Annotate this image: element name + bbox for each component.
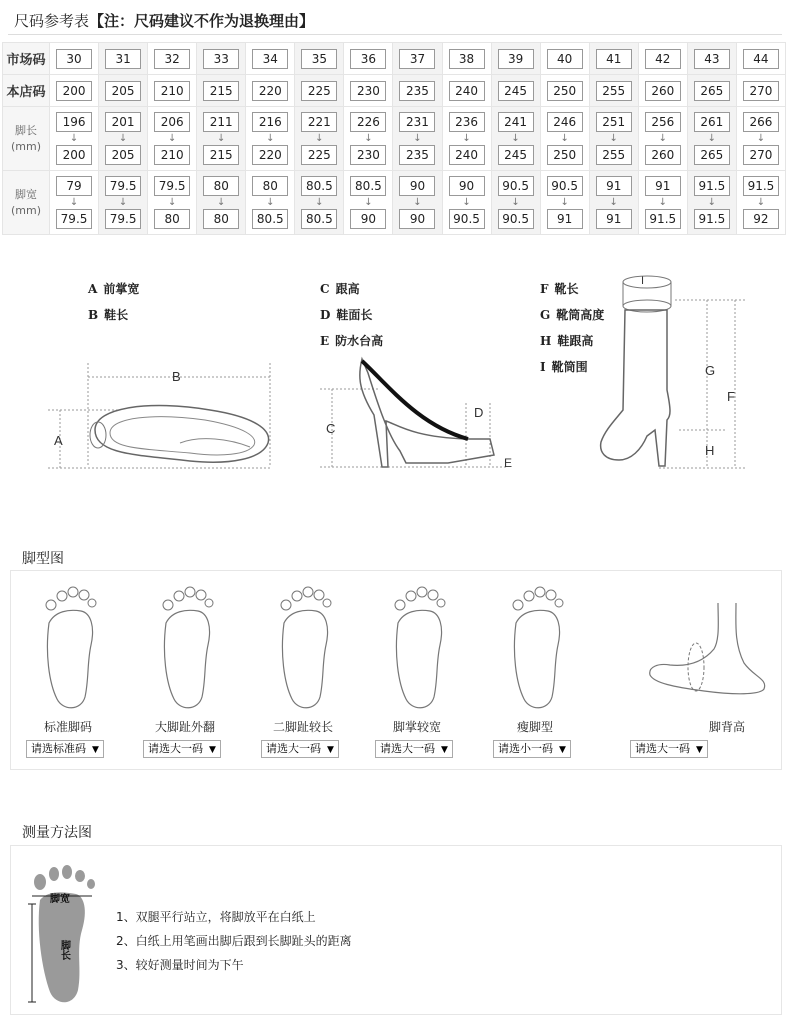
length-row-cell <box>197 107 246 171</box>
select-value: 请选小一码 <box>498 742 553 755</box>
size-value: 245 <box>498 81 534 101</box>
length-row-cell <box>491 107 540 171</box>
arrow-down-icon: ↓ <box>609 133 618 144</box>
size-value: 79.5 <box>154 176 190 196</box>
foot-type-select[interactable] <box>375 740 453 758</box>
market-row-header <box>3 43 50 75</box>
size-value: 256 <box>645 112 681 132</box>
size-value: 200 <box>56 81 92 101</box>
size-value: 80 <box>154 209 190 229</box>
chevron-down-icon: ▼ <box>92 745 99 755</box>
size-value: 230 <box>350 81 386 101</box>
length-row-cell <box>246 107 295 171</box>
width-row-cell <box>344 171 393 235</box>
width-row-cell <box>99 171 148 235</box>
foot-type-label: 二脚趾较长 <box>272 720 333 734</box>
size-value: 260 <box>645 145 681 165</box>
size-value: 266 <box>743 112 779 132</box>
length-row-cell <box>540 107 589 171</box>
size-value: 91.5 <box>645 209 681 229</box>
label-f: F <box>727 389 735 404</box>
arrow-down-icon: ↓ <box>167 197 177 208</box>
size-value: 91 <box>547 209 583 229</box>
market-row-cell <box>99 43 148 75</box>
width-tag: 脚宽 <box>50 894 70 905</box>
market-row-cell <box>491 43 540 75</box>
foot-sole-icon <box>502 583 572 713</box>
store-row-cell <box>197 75 246 107</box>
size-value: 79.5 <box>105 176 141 196</box>
size-value: 92 <box>743 209 779 229</box>
title-divider <box>8 34 782 35</box>
legend-text: 前掌宽 <box>103 282 140 296</box>
size-value: 241 <box>498 112 534 132</box>
size-value: 265 <box>694 81 730 101</box>
arrow-down-icon: ↓ <box>560 133 569 144</box>
width-row-cell <box>491 171 540 235</box>
legend-text: 跟高 <box>335 282 360 296</box>
legend-text: 鞋跟高 <box>557 334 594 348</box>
foot-type-select[interactable] <box>493 740 571 758</box>
store-label: 本店码 <box>6 85 46 100</box>
foot-type-title: 脚型图 <box>22 551 64 567</box>
arrow-down-icon: ↓ <box>413 197 422 208</box>
width-row-cell <box>246 171 295 235</box>
label-h: H <box>705 443 715 458</box>
size-value: 79 <box>56 176 92 196</box>
arrow-down-icon: ↓ <box>266 197 275 208</box>
legend-item <box>320 328 383 354</box>
store-row-cell <box>540 75 589 107</box>
size-value: 90 <box>399 176 435 196</box>
arrow-down-icon: ↓ <box>364 197 373 208</box>
size-value: 221 <box>301 112 337 132</box>
width-label: 脚宽 <box>15 187 37 201</box>
size-value: 220 <box>252 81 288 101</box>
chevron-down-icon: ▼ <box>696 745 703 755</box>
store-row-cell <box>246 75 295 107</box>
foot-type-label: 脚掌较宽 <box>392 720 441 734</box>
size-value: 36 <box>350 49 386 69</box>
size-value: 30 <box>56 49 92 69</box>
size-value: 40 <box>547 49 583 69</box>
size-value: 246 <box>547 112 583 132</box>
store-row-header <box>3 75 50 107</box>
measure-step: 3、较好测量时间为下午 <box>116 958 244 972</box>
length-label: 脚长 <box>15 123 37 137</box>
store-row-cell <box>736 75 785 107</box>
foot-type-select[interactable] <box>261 740 339 758</box>
length-row-header <box>3 107 50 171</box>
store-row-cell <box>442 75 491 107</box>
length-row <box>3 107 786 171</box>
size-value: 210 <box>154 145 190 165</box>
size-value: 80 <box>203 209 239 229</box>
width-row-cell <box>295 171 344 235</box>
market-row-cell <box>540 43 589 75</box>
foot-side-icon <box>644 583 784 713</box>
store-row-cell <box>148 75 197 107</box>
market-row-cell <box>393 43 442 75</box>
measure-step: 1、双腿平行站立，将脚放平在白纸上 <box>116 910 316 924</box>
size-value: 226 <box>350 112 386 132</box>
size-value: 91 <box>645 176 681 196</box>
arrow-down-icon: ↓ <box>69 197 79 208</box>
chevron-down-icon: ▼ <box>441 745 448 755</box>
size-value: 90.5 <box>449 209 485 229</box>
size-value: 90.5 <box>547 176 583 196</box>
size-table <box>2 42 786 235</box>
store-row-cell <box>687 75 736 107</box>
store-row-cell <box>344 75 393 107</box>
size-value: 205 <box>105 145 141 165</box>
size-value: 91 <box>596 176 632 196</box>
size-chart-note: 【注：尺码建议不作为退换理由】 <box>89 12 315 30</box>
legend-text: 靴筒高度 <box>556 308 605 322</box>
size-value: 230 <box>350 145 386 165</box>
select-value: 请选大一码 <box>635 742 690 755</box>
foot-sole-icon <box>152 583 222 713</box>
size-value: 34 <box>252 49 288 69</box>
arrow-down-icon: ↓ <box>511 133 520 144</box>
market-row-cell <box>295 43 344 75</box>
size-value: 255 <box>596 81 632 101</box>
measure-step: 2、白纸上用笔画出脚后跟到长脚趾头的距离 <box>116 934 352 948</box>
legend-letter: H <box>540 334 552 348</box>
foot-outline-icon <box>20 860 100 1010</box>
label-e: E <box>504 456 513 470</box>
length-tag: 脚长 <box>58 940 70 960</box>
market-row-cell <box>736 43 785 75</box>
select-value: 请选大一码 <box>148 742 203 755</box>
arrow-down-icon: ↓ <box>756 133 766 144</box>
foot-sole-icon <box>35 583 105 713</box>
length-row-cell <box>99 107 148 171</box>
legend-letter: I <box>540 360 546 374</box>
arrow-down-icon: ↓ <box>364 133 373 144</box>
foot-sole-icon <box>270 583 340 713</box>
arrow-down-icon: ↓ <box>609 197 618 208</box>
size-value: 44 <box>743 49 779 69</box>
width-row-cell <box>393 171 442 235</box>
size-value: 91.5 <box>694 209 730 229</box>
size-chart-title <box>14 10 314 31</box>
size-value: 90.5 <box>498 209 534 229</box>
arrow-down-icon: ↓ <box>707 133 717 144</box>
width-row <box>3 171 786 235</box>
foot-type-label: 脚背高 <box>708 720 745 734</box>
size-value: 215 <box>203 145 239 165</box>
legend-text: 鞋长 <box>104 308 129 322</box>
foot-type-select[interactable] <box>26 740 104 758</box>
store-row-cell <box>99 75 148 107</box>
size-value: 201 <box>105 112 141 132</box>
arrow-down-icon: ↓ <box>266 133 275 144</box>
size-value: 80.5 <box>301 209 337 229</box>
arrow-down-icon: ↓ <box>167 133 177 144</box>
size-value: 38 <box>449 49 485 69</box>
legend-item <box>88 276 139 302</box>
legend-group-1 <box>88 276 139 328</box>
size-value: 260 <box>645 81 681 101</box>
label-d: D <box>474 405 484 420</box>
length-row-cell <box>442 107 491 171</box>
legend-letter: B <box>88 308 99 322</box>
length-unit: (mm) <box>10 139 41 153</box>
size-value: 225 <box>301 81 337 101</box>
chevron-down-icon: ▼ <box>209 745 216 755</box>
size-value: 245 <box>498 145 534 165</box>
legend-letter: D <box>320 308 331 322</box>
length-row-cell <box>50 107 99 171</box>
legend-item <box>88 302 139 328</box>
arrow-down-icon: ↓ <box>560 197 569 208</box>
legend-text: 鞋面长 <box>336 308 373 322</box>
size-value: 80.5 <box>301 176 337 196</box>
length-row-cell <box>638 107 687 171</box>
size-value: 35 <box>301 49 337 69</box>
legend-letter: E <box>320 334 330 348</box>
length-row-cell <box>736 107 785 171</box>
select-value: 请选标准码 <box>31 742 86 755</box>
chevron-down-icon: ▼ <box>559 745 566 755</box>
size-value: 251 <box>596 112 632 132</box>
market-row-cell <box>197 43 246 75</box>
size-value: 235 <box>399 81 435 101</box>
size-value: 90 <box>399 209 435 229</box>
market-row-cell <box>589 43 638 75</box>
size-value: 79.5 <box>105 209 141 229</box>
store-row-cell <box>50 75 99 107</box>
width-row-cell <box>736 171 785 235</box>
legend-letter: C <box>320 282 330 296</box>
store-row <box>3 75 786 107</box>
boot-diagram <box>595 270 755 475</box>
market-row-cell <box>148 43 197 75</box>
width-row-cell <box>148 171 197 235</box>
size-value: 91.5 <box>743 176 779 196</box>
size-value: 42 <box>645 49 681 69</box>
measure-title: 测量方法图 <box>22 825 92 841</box>
width-row-cell <box>50 171 99 235</box>
market-row-cell <box>687 43 736 75</box>
width-row-cell <box>442 171 491 235</box>
size-value: 255 <box>596 145 632 165</box>
length-row-cell <box>295 107 344 171</box>
size-value: 200 <box>56 145 92 165</box>
label-i: I <box>641 275 645 287</box>
market-label: 市场码 <box>6 53 46 68</box>
size-value: 32 <box>154 49 190 69</box>
market-row-cell <box>50 43 99 75</box>
legend-text: 防水台高 <box>335 334 384 348</box>
size-value: 270 <box>743 81 779 101</box>
length-row-cell <box>148 107 197 171</box>
length-row-cell <box>344 107 393 171</box>
size-value: 90.5 <box>498 176 534 196</box>
arrow-down-icon: ↓ <box>118 197 128 208</box>
flat-shoe-diagram <box>40 355 280 475</box>
market-row-cell <box>442 43 491 75</box>
size-value: 225 <box>301 145 337 165</box>
legend-text: 靴筒围 <box>551 360 588 374</box>
size-value: 270 <box>743 145 779 165</box>
store-row-cell <box>295 75 344 107</box>
size-value: 220 <box>252 145 288 165</box>
size-value: 265 <box>694 145 730 165</box>
size-value: 90 <box>350 209 386 229</box>
chevron-down-icon: ▼ <box>327 745 334 755</box>
market-row-cell <box>246 43 295 75</box>
size-value: 215 <box>203 81 239 101</box>
size-value: 79.5 <box>56 209 92 229</box>
legend-group-2 <box>320 276 383 354</box>
size-value: 33 <box>203 49 239 69</box>
select-value: 请选大一码 <box>380 742 435 755</box>
arrow-down-icon: ↓ <box>413 133 422 144</box>
foot-type-select[interactable] <box>630 740 708 758</box>
size-value: 206 <box>154 112 190 132</box>
width-row-cell <box>197 171 246 235</box>
label-b: B <box>172 369 181 384</box>
label-g: G <box>705 363 716 378</box>
size-value: 250 <box>547 81 583 101</box>
market-row-cell <box>638 43 687 75</box>
foot-type-label: 瘦脚型 <box>516 720 553 734</box>
size-value: 240 <box>449 145 485 165</box>
arrow-down-icon: ↓ <box>217 197 226 208</box>
legend-item <box>320 276 383 302</box>
size-value: 91.5 <box>694 176 730 196</box>
length-row-cell <box>589 107 638 171</box>
store-row-cell <box>638 75 687 107</box>
size-value: 91 <box>596 209 632 229</box>
heel-diagram <box>318 355 518 475</box>
legend-letter: F <box>540 282 549 296</box>
market-row-cell <box>344 43 393 75</box>
store-row-cell <box>589 75 638 107</box>
select-value: 请选大一码 <box>266 742 321 755</box>
arrow-down-icon: ↓ <box>118 133 128 144</box>
size-value: 39 <box>498 49 534 69</box>
size-value: 90 <box>449 176 485 196</box>
size-value: 235 <box>399 145 435 165</box>
size-value: 210 <box>154 81 190 101</box>
legend-letter: G <box>540 308 551 322</box>
label-a: A <box>54 433 63 448</box>
arrow-down-icon: ↓ <box>658 133 667 144</box>
arrow-down-icon: ↓ <box>511 197 520 208</box>
size-value: 250 <box>547 145 583 165</box>
width-row-cell <box>589 171 638 235</box>
arrow-down-icon: ↓ <box>462 197 471 208</box>
size-value: 80 <box>203 176 239 196</box>
size-value: 205 <box>105 81 141 101</box>
size-value: 216 <box>252 112 288 132</box>
arrow-down-icon: ↓ <box>315 133 324 144</box>
foot-sole-icon <box>384 583 454 713</box>
store-row-cell <box>393 75 442 107</box>
foot-type-select[interactable] <box>143 740 221 758</box>
arrow-down-icon: ↓ <box>462 133 471 144</box>
label-c: C <box>326 421 336 436</box>
size-value: 41 <box>596 49 632 69</box>
legend-item <box>320 302 383 328</box>
size-value: 31 <box>105 49 141 69</box>
arrow-down-icon: ↓ <box>315 197 324 208</box>
size-value: 196 <box>56 112 92 132</box>
size-value: 80 <box>252 176 288 196</box>
size-chart-title-text: 尺码参考表 <box>14 12 90 30</box>
size-value: 37 <box>399 49 435 69</box>
arrow-down-icon: ↓ <box>756 197 766 208</box>
size-value: 43 <box>694 49 730 69</box>
arrow-down-icon: ↓ <box>217 133 226 144</box>
market-row <box>3 43 786 75</box>
width-row-cell <box>540 171 589 235</box>
size-value: 211 <box>203 112 239 132</box>
width-unit: (mm) <box>10 203 41 217</box>
arrow-down-icon: ↓ <box>658 197 667 208</box>
arrow-down-icon: ↓ <box>69 133 79 144</box>
size-value: 236 <box>449 112 485 132</box>
width-row-cell <box>687 171 736 235</box>
size-value: 261 <box>694 112 730 132</box>
legend-text: 靴长 <box>554 282 579 296</box>
length-row-cell <box>393 107 442 171</box>
legend-letter: A <box>88 282 98 296</box>
width-row-header <box>3 171 50 235</box>
size-value: 80.5 <box>350 176 386 196</box>
size-value: 231 <box>399 112 435 132</box>
foot-type-label: 标准脚码 <box>43 720 92 734</box>
arrow-down-icon: ↓ <box>707 197 717 208</box>
measure-steps <box>116 905 352 977</box>
store-row-cell <box>491 75 540 107</box>
width-row-cell <box>638 171 687 235</box>
size-value: 80.5 <box>252 209 288 229</box>
foot-type-label: 大脚趾外翻 <box>154 720 215 734</box>
size-value: 240 <box>449 81 485 101</box>
length-row-cell <box>687 107 736 171</box>
